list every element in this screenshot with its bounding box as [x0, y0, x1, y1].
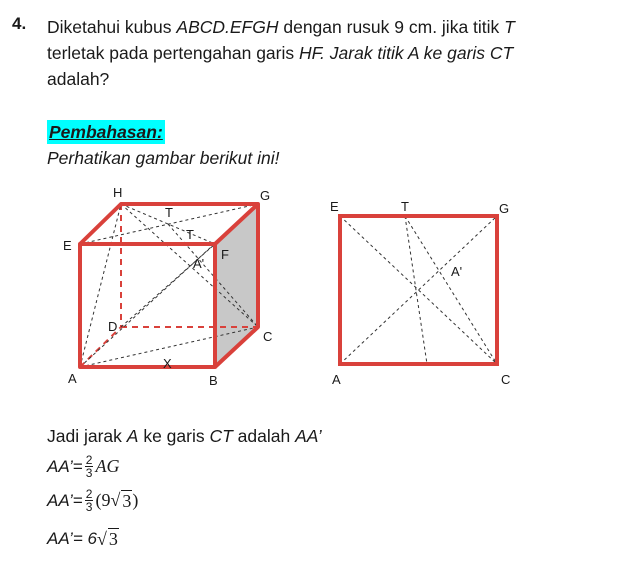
square-label-C: C: [501, 372, 511, 387]
equation-2: AA’ = $\frac{2}{3}$ (9 √ 3 ): [47, 487, 139, 514]
conclusion-text: Jadi jarak A ke garis CT adalah AA’: [47, 426, 322, 446]
label-X: X: [163, 356, 172, 371]
discussion-heading: Pembahasan:: [49, 122, 163, 142]
square-label-A-prime: A': [451, 264, 463, 279]
question-number: 4.: [12, 14, 27, 33]
sqrt-sign: √: [110, 490, 121, 510]
label-T2: T: [186, 227, 194, 242]
label-D: D: [108, 319, 118, 334]
cube-figure: [63, 185, 272, 388]
label-T1: T: [165, 205, 173, 220]
equation-1: AA’ = $\frac{2}{3}$ AG: [47, 453, 120, 480]
label-A: A: [68, 371, 77, 386]
sqrt-sign: √: [96, 528, 107, 549]
label-A-prime: A': [193, 256, 205, 271]
square-label-T: T: [401, 199, 409, 214]
label-H: H: [113, 185, 123, 200]
equation-3: AA’ = 6 √ 3: [47, 528, 118, 549]
label-F: F: [221, 247, 229, 262]
square-label-G: G: [499, 201, 510, 216]
discussion-instruction: Perhatikan gambar berikut ini!: [47, 148, 280, 168]
fraction: $\frac{2}{3}$: [85, 453, 93, 480]
label-C: C: [263, 329, 273, 344]
question-text: Diketahui kubus ABCD.EFGH dengan rusuk 9 cm. jika titik T terletak pada pertengahan garis HF. Jarak titik A ke garis CT adalah?: [47, 17, 515, 89]
square-label-E: E: [330, 199, 339, 214]
square-label-A: A: [332, 372, 341, 387]
label-E: E: [63, 238, 72, 253]
cube-shaded-face: [215, 204, 258, 367]
label-G: G: [260, 188, 271, 203]
fraction: $\frac{2}{3}$: [85, 487, 93, 514]
label-B: B: [209, 373, 218, 388]
square-figure: [330, 199, 510, 387]
